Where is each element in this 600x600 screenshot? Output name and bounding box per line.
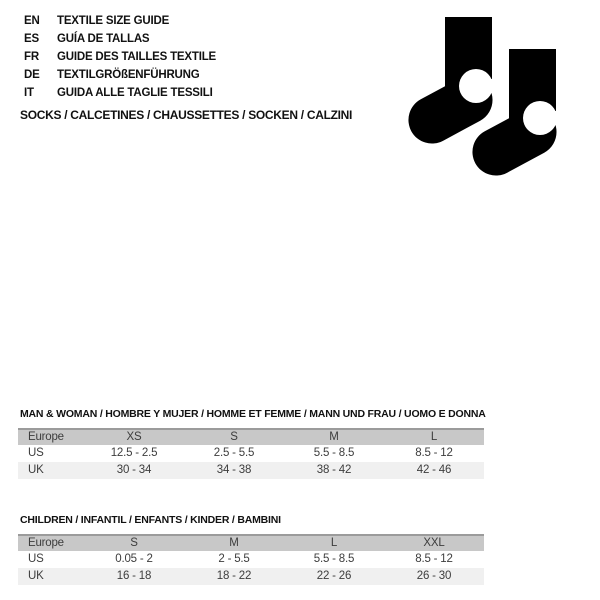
size-cell: 2.5 - 5.5 bbox=[213, 447, 255, 459]
language-code: ES bbox=[24, 33, 39, 45]
children-table-title: CHILDREN / INFANTIL / ENFANTS / KINDER / BAMBINI bbox=[20, 514, 281, 526]
size-cell: 2 - 5.5 bbox=[218, 553, 250, 565]
children-table-header-row bbox=[18, 535, 484, 551]
language-code: EN bbox=[24, 15, 40, 27]
column-header-size: XXL bbox=[423, 537, 445, 549]
size-cell: 42 - 46 bbox=[416, 464, 452, 476]
language-row-en bbox=[24, 12, 216, 30]
size-cell: 16 - 18 bbox=[116, 570, 152, 582]
language-code: IT bbox=[24, 87, 34, 99]
language-code: DE bbox=[24, 69, 40, 81]
column-header-region: Europe bbox=[28, 431, 64, 443]
language-row-it bbox=[24, 84, 216, 102]
children-size-table bbox=[18, 534, 484, 585]
category-title: SOCKS / CALCETINES / CHAUSSETTES / SOCKEN / CALZINI bbox=[20, 108, 353, 122]
size-cell: 22 - 26 bbox=[316, 570, 352, 582]
region-cell: UK bbox=[28, 464, 44, 476]
size-cell: 18 - 22 bbox=[216, 570, 252, 582]
size-cell: 8.5 - 12 bbox=[415, 553, 453, 565]
language-row-de bbox=[24, 66, 216, 84]
size-cell: 12.5 - 2.5 bbox=[110, 447, 158, 459]
language-label: TEXTILGRÖßENFÜHRUNG bbox=[57, 69, 200, 81]
column-header-size: XS bbox=[126, 431, 142, 443]
size-cell: 0.05 - 2 bbox=[115, 553, 153, 565]
language-guide-list bbox=[24, 12, 216, 102]
region-cell: US bbox=[28, 447, 44, 459]
column-header-size: M bbox=[329, 431, 339, 443]
size-cell: 34 - 38 bbox=[216, 464, 252, 476]
size-cell: 8.5 - 12 bbox=[415, 447, 453, 459]
column-header-region: Europe bbox=[28, 537, 64, 549]
table-row-us bbox=[18, 551, 484, 568]
language-label: GUIDE DES TAILLES TEXTILE bbox=[57, 51, 216, 63]
column-header-size: S bbox=[230, 431, 238, 443]
column-header-size: L bbox=[430, 431, 438, 443]
region-cell: UK bbox=[28, 570, 44, 582]
language-row-fr bbox=[24, 48, 216, 66]
adult-table-title: MAN & WOMAN / HOMBRE Y MUJER / HOMME ET FEMME / MANN UND FRAU / UOMO E DONNA bbox=[20, 408, 486, 420]
column-header-size: M bbox=[229, 537, 239, 549]
table-row-uk bbox=[18, 568, 484, 585]
language-label: TEXTILE SIZE GUIDE bbox=[57, 15, 170, 27]
size-cell: 30 - 34 bbox=[116, 464, 152, 476]
size-cell: 5.5 - 8.5 bbox=[313, 553, 355, 565]
adult-size-table bbox=[18, 428, 484, 479]
size-cell: 38 - 42 bbox=[316, 464, 352, 476]
table-row-uk bbox=[18, 462, 484, 479]
adult-table-header-row bbox=[18, 429, 484, 445]
language-code: FR bbox=[24, 51, 39, 63]
language-row-es bbox=[24, 30, 216, 48]
size-cell: 26 - 30 bbox=[416, 570, 452, 582]
size-cell: 5.5 - 8.5 bbox=[313, 447, 355, 459]
column-header-size: L bbox=[330, 537, 338, 549]
socks-icon bbox=[408, 17, 560, 177]
sock-back bbox=[408, 17, 493, 144]
region-cell: US bbox=[28, 553, 44, 565]
language-label: GUÍA DE TALLAS bbox=[57, 33, 150, 45]
table-row-us bbox=[18, 445, 484, 462]
language-label: GUIDA ALLE TAGLIE TESSILI bbox=[57, 87, 213, 99]
column-header-size: S bbox=[130, 537, 138, 549]
